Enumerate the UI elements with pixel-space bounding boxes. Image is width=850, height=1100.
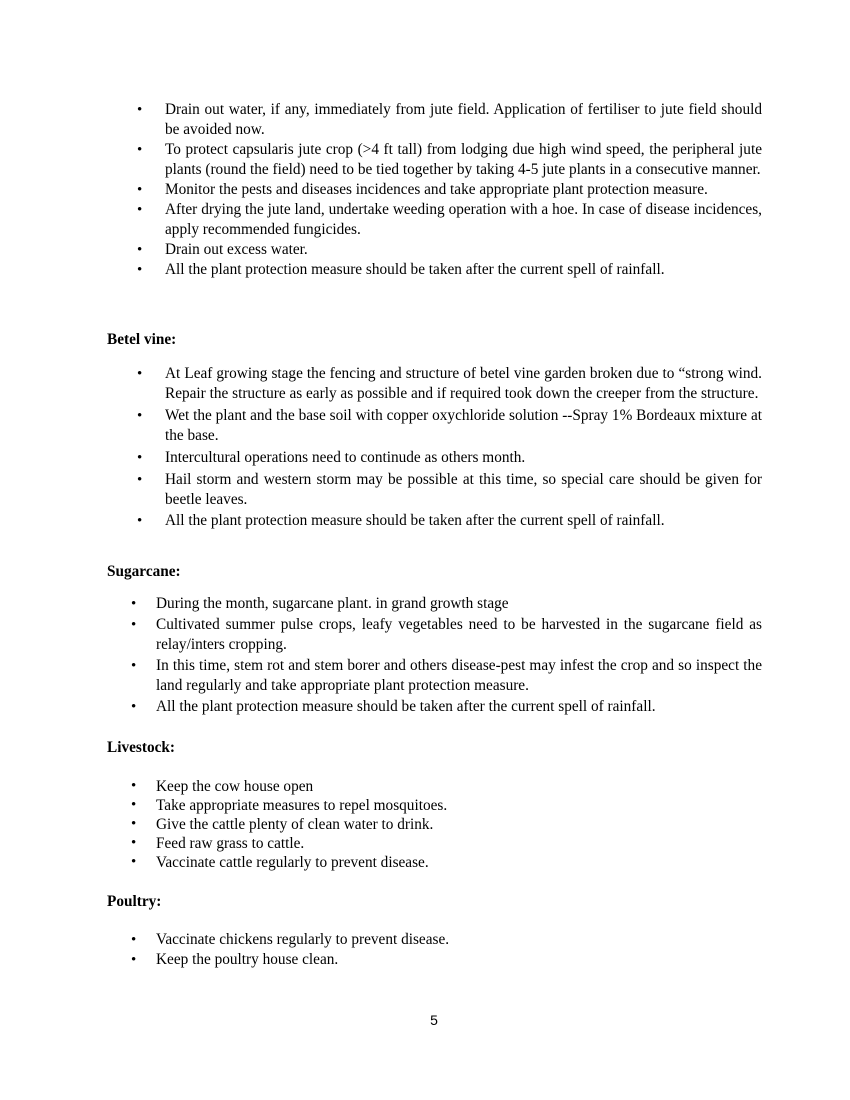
bullet-icon: • (137, 450, 143, 466)
bullet-icon: • (137, 142, 143, 158)
bullet-icon: • (137, 513, 143, 529)
list-item: • Give the cattle plenty of clean water to drink. (131, 816, 434, 833)
bullet-icon: • (131, 797, 137, 813)
livestock-heading: Livestock: (107, 739, 175, 756)
list-item: • Wet the plant and the base soil with copper oxychloride solution --Spray 1% Bordeaux mixture at the base. (137, 407, 762, 444)
bullet-icon: • (131, 854, 137, 870)
bullet-icon: • (137, 202, 143, 218)
list-item: • Feed raw grass to cattle. (131, 835, 305, 852)
list-item: • Vaccinate chickens regularly to prevent disease. (131, 931, 450, 948)
list-item: • Cultivated summer pulse crops, leafy vegetables need to be harvested in the sugarcane field as relay/inters cropping. (131, 616, 762, 653)
bullet-icon: • (137, 242, 143, 258)
sugarcane-heading: Sugarcane: (107, 563, 181, 580)
list-item: • Monitor the pests and diseases incidences and take appropriate plant protection measure. (137, 181, 708, 198)
bullet-icon: • (131, 778, 137, 794)
bullet-icon: • (131, 932, 137, 948)
list-item: • Vaccinate cattle regularly to prevent disease. (131, 854, 429, 871)
bullet-icon: • (131, 835, 137, 851)
page-number: 5 (430, 1012, 438, 1028)
bullet-icon: • (137, 472, 143, 488)
bullet-icon: • (131, 617, 137, 633)
bullet-icon: • (131, 658, 137, 674)
list-item: • Keep the poultry house clean. (131, 951, 339, 968)
bullet-icon: • (137, 366, 143, 382)
sugarcane-advice-list (131, 594, 762, 717)
bullet-icon: • (137, 182, 143, 198)
betel-vine-advice-list (137, 364, 762, 531)
bullet-icon: • (131, 699, 137, 715)
bullet-icon: • (137, 262, 143, 278)
list-item: • All the plant protection measure should be taken after the current spell of rainfall. (137, 261, 665, 278)
list-item: • Drain out excess water. (137, 241, 308, 258)
list-item: • All the plant protection measure should be taken after the current spell of rainfall. (131, 698, 656, 715)
list-item: • Keep the cow house open (131, 778, 314, 795)
list-item: • Intercultural operations need to continude as others month. (137, 449, 526, 466)
poultry-advice-list (131, 930, 762, 970)
bullet-icon: • (131, 952, 137, 968)
list-item: • In this time, stem rot and stem borer and others disease-pest may infest the crop and so inspect the land regularly and take appropriate plant protection measure. (131, 657, 762, 694)
list-item: • To protect capsularis jute crop (>4 ft tall) from lodging due high wind speed, the peripheral jute plants (round the field) need to be tied together by taking 4-5 jute plants in a consecutive manner. (137, 141, 762, 178)
livestock-advice-list (131, 777, 762, 872)
betel-vine-heading: Betel vine: (107, 331, 177, 348)
bullet-icon: • (137, 408, 143, 424)
bullet-icon: • (131, 596, 137, 612)
jute-advice-list (137, 100, 762, 280)
list-item: • During the month, sugarcane plant. in grand growth stage (131, 595, 509, 612)
list-item: • At Leaf growing stage the fencing and structure of betel vine garden broken due to “strong wind. Repair the structure as early as possible and if required took down the creeper from the structure. (137, 365, 762, 402)
bullet-icon: • (137, 102, 143, 118)
list-item: • Hail storm and western storm may be possible at this time, so special care should be given for beetle leaves. (137, 471, 762, 508)
poultry-heading: Poultry: (107, 893, 162, 910)
list-item: • Drain out water, if any, immediately from jute field. Application of fertiliser to jute field should be avoided now. (137, 101, 762, 138)
list-item: • After drying the jute land, undertake weeding operation with a hoe. In case of disease incidences, apply recommended fungicides. (137, 201, 762, 238)
list-item: • Take appropriate measures to repel mosquitoes. (131, 797, 448, 814)
bullet-icon: • (131, 816, 137, 832)
list-item: • All the plant protection measure should be taken after the current spell of rainfall. (137, 512, 665, 529)
